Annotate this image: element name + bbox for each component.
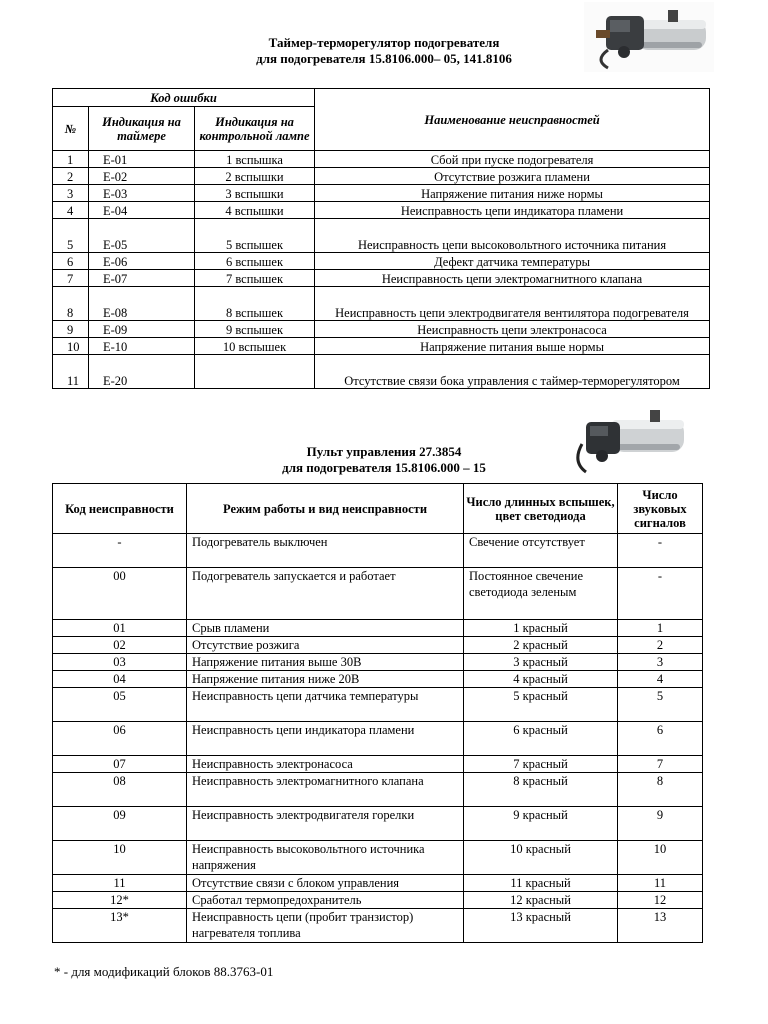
row-mode: Сработал термопредохранитель	[187, 892, 464, 909]
row-lamp-indication: 1 вспышка	[195, 151, 315, 168]
row-fault-code: 13*	[53, 909, 187, 943]
row-beeps: 9	[618, 807, 703, 841]
row-lamp-indication: 2 вспышки	[195, 168, 315, 185]
row-number: 8	[53, 287, 89, 321]
section2-title-line1: Пульт управления 27.3854	[306, 444, 462, 459]
row-fault-name: Неисправность цепи электронасоса	[315, 321, 710, 338]
row-fault-code: 09	[53, 807, 187, 841]
header-lamp-indication: Индикация на контрольной лампе	[195, 107, 315, 151]
row-lamp-indication: 8 вспышек	[195, 287, 315, 321]
row-number: 10	[53, 338, 89, 355]
row-beeps: 11	[618, 875, 703, 892]
table2-row	[53, 756, 703, 773]
table2-body	[53, 534, 703, 943]
row-flashes: 13 красный	[464, 909, 618, 943]
row-fault-code: 01	[53, 620, 187, 637]
row-flashes: 11 красный	[464, 875, 618, 892]
row-number: 7	[53, 270, 89, 287]
table2-row	[53, 722, 703, 756]
table2-row	[53, 841, 703, 875]
table1-row	[53, 253, 710, 270]
row-lamp-indication: 3 вспышки	[195, 185, 315, 202]
row-beeps: -	[618, 534, 703, 568]
error-codes-table-2	[52, 483, 703, 943]
row-beeps: 10	[618, 841, 703, 875]
row-fault-code: 00	[53, 568, 187, 620]
row-timer-code: E-10	[89, 338, 195, 355]
row-mode: Неисправность цепи (пробит транзистор) нагревателя топлива	[187, 909, 464, 943]
row-timer-code: E-04	[89, 202, 195, 219]
row-lamp-indication: 6 вспышек	[195, 253, 315, 270]
heater-image-2	[572, 404, 692, 478]
row-beeps: -	[618, 568, 703, 620]
row-flashes: Свечение отсутствует	[464, 534, 618, 568]
table2-row	[53, 620, 703, 637]
row-timer-code: E-08	[89, 287, 195, 321]
row-flashes: Постоянное свечение светодиода зеленым	[464, 568, 618, 620]
row-beeps: 12	[618, 892, 703, 909]
table1-row	[53, 287, 710, 321]
row-fault-code: 11	[53, 875, 187, 892]
row-flashes: 6 красный	[464, 722, 618, 756]
table1-row	[53, 185, 710, 202]
row-flashes: 4 красный	[464, 671, 618, 688]
row-flashes: 2 красный	[464, 637, 618, 654]
row-fault-code: 07	[53, 756, 187, 773]
row-mode: Подогреватель запускается и работает	[187, 568, 464, 620]
row-fault-name: Сбой при пуске подогревателя	[315, 151, 710, 168]
row-beeps: 1	[618, 620, 703, 637]
row-fault-name: Дефект датчика температуры	[315, 253, 710, 270]
row-fault-name: Отсутствие розжига пламени	[315, 168, 710, 185]
row-flashes: 12 красный	[464, 892, 618, 909]
table2-row	[53, 909, 703, 943]
row-timer-code: E-20	[89, 355, 195, 389]
footnote: * - для модификаций блоков 88.3763-01	[54, 964, 274, 979]
table2-row	[53, 671, 703, 688]
table1-body	[53, 151, 710, 389]
header-timer-indication: Индикация на таймере	[89, 107, 195, 151]
header-fault-code: Код неисправности	[53, 484, 187, 534]
row-lamp-indication: 7 вспышек	[195, 270, 315, 287]
row-fault-name: Неисправность цепи электромагнитного клапана	[315, 270, 710, 287]
section1-title-line2: для подогревателя 15.8106.000– 05, 141.8106	[256, 51, 512, 66]
row-timer-code: E-03	[89, 185, 195, 202]
row-fault-code: 05	[53, 688, 187, 722]
row-timer-code: E-06	[89, 253, 195, 270]
row-mode: Неисправность электронасоса	[187, 756, 464, 773]
row-flashes: 8 красный	[464, 773, 618, 807]
heater-image-1	[584, 2, 714, 72]
table1-row	[53, 355, 710, 389]
row-beeps: 4	[618, 671, 703, 688]
row-number: 1	[53, 151, 89, 168]
table1-row	[53, 338, 710, 355]
section2-title-line2: для подогревателя 15.8106.000 – 15	[282, 460, 486, 475]
table1-row	[53, 321, 710, 338]
row-fault-name: Неисправность цепи высоковольтного источника питания	[315, 219, 710, 253]
section1-title-line1: Таймер-терморегулятор подогревателя	[268, 35, 500, 50]
row-fault-name: Неисправность цепи электродвигателя вентилятора подогревателя	[315, 287, 710, 321]
row-number: 4	[53, 202, 89, 219]
row-number: 5	[53, 219, 89, 253]
row-fault-code: 03	[53, 654, 187, 671]
row-number: 3	[53, 185, 89, 202]
header-number: №	[53, 107, 89, 151]
row-number: 2	[53, 168, 89, 185]
table1-row	[53, 202, 710, 219]
row-mode: Неисправность цепи индикатора пламени	[187, 722, 464, 756]
row-timer-code: E-07	[89, 270, 195, 287]
header-error-code: Код ошибки	[53, 89, 315, 107]
row-lamp-indication: 10 вспышек	[195, 338, 315, 355]
row-lamp-indication: 4 вспышки	[195, 202, 315, 219]
header-beeps: Число звуковых сигналов	[618, 484, 703, 534]
row-lamp-indication: 5 вспышек	[195, 219, 315, 253]
row-flashes: 7 красный	[464, 756, 618, 773]
table1-row	[53, 168, 710, 185]
row-fault-name: Отсутствие связи бока управления с таймер-терморегулятором	[315, 355, 710, 389]
row-mode: Срыв пламени	[187, 620, 464, 637]
table2-row	[53, 637, 703, 654]
row-number: 11	[53, 355, 89, 389]
row-fault-code: 08	[53, 773, 187, 807]
row-timer-code: E-09	[89, 321, 195, 338]
row-mode: Напряжение питания выше 30В	[187, 654, 464, 671]
row-fault-code: 10	[53, 841, 187, 875]
table2-row	[53, 534, 703, 568]
row-fault-code: 12*	[53, 892, 187, 909]
row-flashes: 9 красный	[464, 807, 618, 841]
row-flashes: 3 красный	[464, 654, 618, 671]
row-mode: Подогреватель выключен	[187, 534, 464, 568]
table2-row	[53, 875, 703, 892]
row-beeps: 13	[618, 909, 703, 943]
table2-row	[53, 892, 703, 909]
table2-row	[53, 688, 703, 722]
row-flashes: 1 красный	[464, 620, 618, 637]
row-flashes: 10 красный	[464, 841, 618, 875]
row-fault-name: Неисправность цепи индикатора пламени	[315, 202, 710, 219]
row-beeps: 6	[618, 722, 703, 756]
row-mode: Напряжение питания ниже 20В	[187, 671, 464, 688]
table2-row	[53, 568, 703, 620]
row-mode: Неисправность электромагнитного клапана	[187, 773, 464, 807]
row-beeps: 5	[618, 688, 703, 722]
header-long-flashes: Число длинных вспышек, цвет светодиода	[464, 484, 618, 534]
table2-row	[53, 654, 703, 671]
row-fault-code: 02	[53, 637, 187, 654]
row-beeps: 2	[618, 637, 703, 654]
row-beeps: 8	[618, 773, 703, 807]
header-mode: Режим работы и вид неисправности	[187, 484, 464, 534]
table1-row	[53, 151, 710, 168]
table2-row	[53, 773, 703, 807]
row-timer-code: E-02	[89, 168, 195, 185]
row-mode: Неисправность высоковольтного источника напряжения	[187, 841, 464, 875]
table2-row	[53, 807, 703, 841]
row-fault-name: Напряжение питания выше нормы	[315, 338, 710, 355]
row-mode: Отсутствие розжига	[187, 637, 464, 654]
row-mode: Неисправность цепи датчика температуры	[187, 688, 464, 722]
row-timer-code: E-01	[89, 151, 195, 168]
row-fault-code: 06	[53, 722, 187, 756]
header-fault-name: Наименование неисправностей	[315, 89, 710, 151]
row-fault-code: -	[53, 534, 187, 568]
row-number: 9	[53, 321, 89, 338]
table1-row	[53, 219, 710, 253]
row-lamp-indication: 9 вспышек	[195, 321, 315, 338]
row-lamp-indication	[195, 355, 315, 389]
row-flashes: 5 красный	[464, 688, 618, 722]
row-number: 6	[53, 253, 89, 270]
row-mode: Отсутствие связи с блоком управления	[187, 875, 464, 892]
row-beeps: 7	[618, 756, 703, 773]
row-timer-code: E-05	[89, 219, 195, 253]
table1-row	[53, 270, 710, 287]
error-codes-table-1	[52, 88, 710, 389]
row-mode: Неисправность электродвигателя горелки	[187, 807, 464, 841]
row-fault-name: Напряжение питания ниже нормы	[315, 185, 710, 202]
row-fault-code: 04	[53, 671, 187, 688]
row-beeps: 3	[618, 654, 703, 671]
